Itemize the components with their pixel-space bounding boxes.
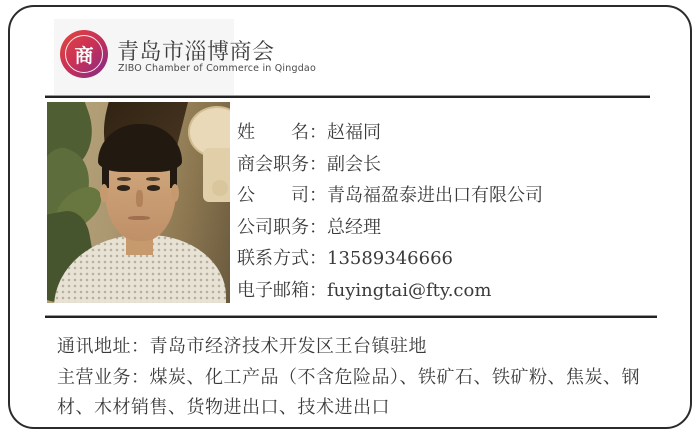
photo-eye [147,185,160,191]
footer-divider [45,316,657,318]
field-company-position-value: 总经理 [327,216,381,238]
seal-character: 商 [74,44,94,67]
field-email-label: 电子邮箱： [237,279,327,301]
field-name-label: 姓 名： [237,122,327,143]
field-company-value: 青岛福盈泰进出口有限公司 [327,185,543,207]
field-phone [237,243,657,275]
field-chamber-position [237,149,657,181]
business-value: 煤炭、化工产品（不含危险品）、铁矿石、铁矿粉、焦炭、钢材、木材销售、货物进出口、技术进出口 [57,366,640,419]
org-name-english: ZIBO Chamber of Commerce in Qingdao [118,63,316,74]
field-company [237,180,657,212]
field-email-value: fuyingtai@fty.com [327,279,492,301]
field-chamber-position-label: 商会职务： [237,153,327,175]
address-line [57,332,659,363]
org-name-chinese: 青岛市淄博商会 [117,40,275,65]
header-divider [45,96,650,98]
footer-info [57,332,659,424]
field-name [237,117,657,149]
address-label: 通讯地址： [57,336,150,357]
photo-nose [136,190,142,206]
field-company-label: 公 司： [237,185,327,207]
photo-mouth [128,216,150,220]
field-name-value: 赵福同 [327,122,381,143]
chamber-seal-logo-icon [60,30,108,78]
field-chamber-position-value: 副会长 [327,153,381,175]
member-portrait-photo [47,102,230,303]
photo-ear [171,184,179,202]
member-card [8,5,692,429]
field-company-position-label: 公司职务： [237,216,327,238]
field-phone-label: 联系方式： [237,248,327,270]
field-company-position [237,212,657,244]
business-line [57,363,659,424]
business-label: 主营业务： [57,366,150,388]
address-value: 青岛市经济技术开发区王台镇驻地 [149,336,427,357]
member-info-list [237,117,657,307]
field-phone-value: 13589346666 [327,248,453,270]
field-email [237,275,657,307]
